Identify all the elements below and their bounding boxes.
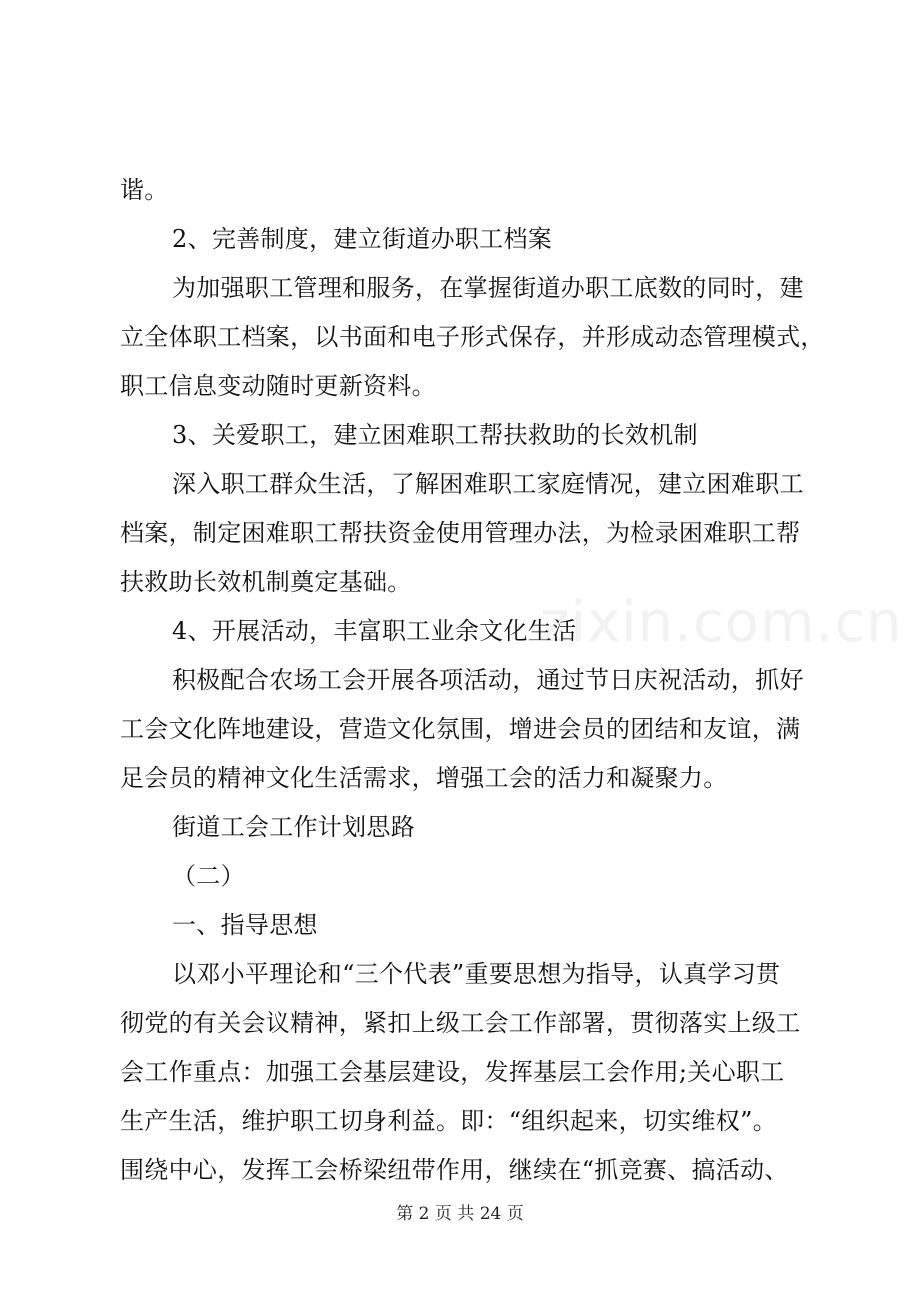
section-heading: 2、完善制度，建立街道办职工档案 [172, 225, 553, 253]
paragraph-line: 会工作重点：加强工会基层建设，发挥基层工会作用;关心职工 [120, 1058, 785, 1086]
section-heading: 3、关爱职工，建立困难职工帮扶救助的长效机制 [172, 421, 698, 449]
paragraph-line: 档案，制定困难职工帮扶资金使用管理办法，为检录困难职工帮 [120, 519, 801, 547]
paragraph-line: 足会员的精神文化生活需求，增强工会的活力和凝聚力。 [120, 764, 728, 792]
section-heading: 4、开展活动，丰富职工业余文化生活 [172, 617, 577, 645]
section-heading: 一、指导思想 [172, 911, 318, 939]
paragraph-line: 以邓小平理论和“三个代表”重要思想为指导，认真学习贯 [172, 960, 781, 988]
paragraph-line: 为加强职工管理和服务，在掌握街道办职工底数的同时，建 [172, 274, 804, 302]
paragraph-line: 深入职工群众生活，了解困难职工家庭情况，建立困难职工 [172, 470, 804, 498]
paragraph-line: 职工信息变动随时更新资料。 [120, 372, 436, 400]
watermark: zixin.com.cn [540, 590, 903, 655]
paragraph-line: 工会文化阵地建设，营造文化氛围，增进会员的团结和友谊，满 [120, 715, 801, 743]
paragraph-line: 生产生活，维护职工切身利益。即：“组织起来，切实维权”。 [120, 1107, 777, 1135]
document-subtitle: 街道工会工作计划思路 [172, 813, 415, 841]
paragraph-line: 积极配合农场工会开展各项活动，通过节日庆祝活动，抓好 [172, 666, 804, 694]
paragraph-line: 扶救助长效机制奠定基础。 [120, 568, 412, 596]
paragraph-line: 立全体职工档案，以书面和电子形式保存，并形成动态管理模式， [120, 323, 825, 351]
paragraph-line: 围绕中心，发挥工会桥梁纽带作用，继续在“抓竞赛、搞活动、 [120, 1156, 789, 1184]
page-footer: 第 2 页 共 24 页 [396, 1204, 524, 1224]
section-number: （二） [172, 862, 245, 890]
text-line: 谐。 [120, 176, 169, 204]
paragraph-line: 彻党的有关会议精神，紧扣上级工会工作部署，贯彻落实上级工 [120, 1009, 801, 1037]
